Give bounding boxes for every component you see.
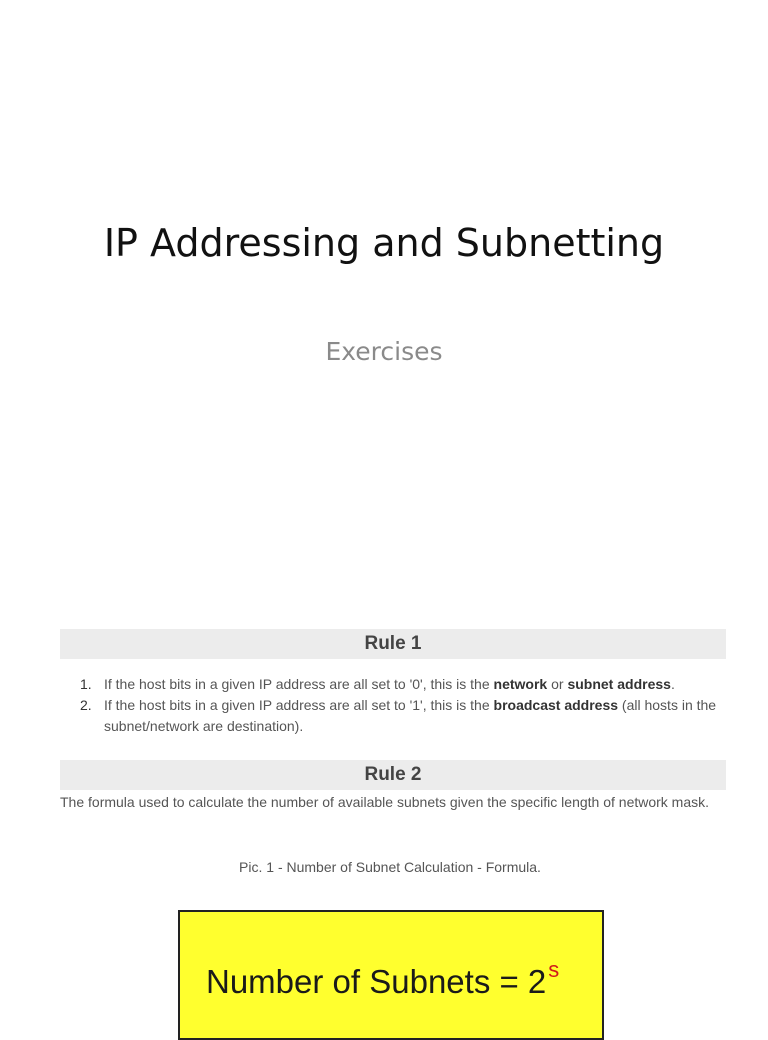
rule2-description: The formula used to calculate the number of available subnets given the specific length of network mask. — [60, 794, 710, 810]
rule1-item-1 — [76, 674, 736, 695]
rule1-item-1-number: 1. — [80, 676, 92, 692]
rule1-item-2 — [76, 695, 736, 737]
figure-caption: Pic. 1 - Number of Subnet Calculation - Formula. — [239, 859, 541, 875]
rule1-item-2-bold-broadcast: broadcast address — [493, 697, 619, 713]
rule1-item-1-text-after: . — [670, 676, 675, 692]
slide-title: IP Addressing and Subnetting — [103, 221, 665, 265]
rule1-item-1-text-middle: or — [547, 676, 568, 692]
rule1-item-2-text: If the host bits in a given IP address are all set to '1', this is the — [104, 697, 494, 713]
rule1-heading: Rule 1 — [60, 629, 726, 659]
rule1-item-2-text-after: (all hosts in the subnet/network are destination). — [104, 697, 717, 734]
formula-exponent: s — [548, 957, 560, 982]
rule2-heading: Rule 2 — [60, 760, 726, 790]
rule1-item-2-number: 2. — [80, 697, 92, 713]
formula-box — [178, 910, 604, 1040]
rule1-item-1-text: If the host bits in a given IP address are all set to '0', this is the — [104, 676, 494, 692]
formula-text — [206, 957, 560, 1006]
rule1-item-1-bold-subnet: subnet address — [567, 676, 671, 692]
rule1-list — [76, 674, 736, 737]
formula-main: Number of Subnets = 2 — [206, 963, 547, 1000]
slide-subtitle: Exercises — [325, 337, 443, 366]
rule1-item-1-bold-network: network — [493, 676, 548, 692]
